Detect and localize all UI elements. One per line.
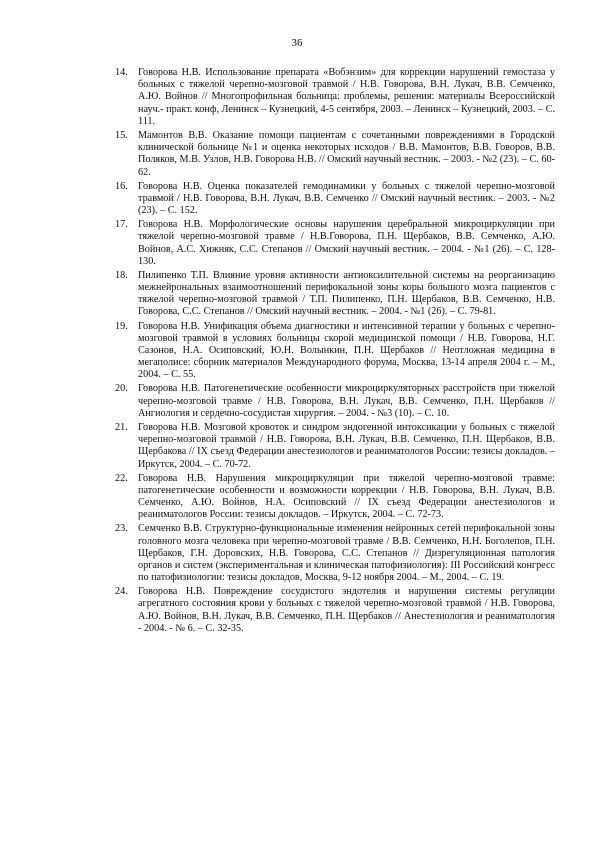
reference-text: Говорова Н.В. Унификация объема диагностики и интенсивной терапии у больных с черепно-мозговой травмой в условиях больницы скорой медицинской помощи / Н.В. Говорова, Н.Г. Сазонов, Н.А. Осиповский, Ю.Н. Волынкин, П.Н. Щербаков // Неотложная медицина в мегаполисе: сборник материалов Международного форума, Москва, 13-14 апреля 2004 г. – М., 2004. – С. 55. [138, 320, 555, 381]
reference-list [115, 67, 555, 637]
reference-item [115, 473, 555, 522]
reference-number: 16. [115, 180, 128, 192]
reference-item [115, 67, 555, 128]
page-number: 36 [291, 37, 303, 49]
reference-text: Говорова Н.В. Морфологические основы нарушения церебральной микроциркуляции при тяжелой черепно-мозговой травме / Н.В.Говорова, П.Н. Щербаков, В.В. Семченко, А.Ю. Войнов, А.С. Хижняк, С.С. Степанов // Омский научный вестник. – 2004. - №1 (26). – С. 128-130. [138, 219, 555, 267]
reference-text: Говорова Н.В. Оценка показателей гемодинамики у больных с тяжелой черепно-мозговой травмой / Н.В. Говорова, В.Н. Лукач, В.В. Семченко // Омский научный вестник. – 2003. - №2 (23). – С. 152. [138, 180, 555, 217]
reference-text: Говорова Н.В. Повреждение сосудистого эндотелия и нарушения системы регуляции агрегатного состояния крови у больных с тяжелой черепно-мозговой травмой / Н.В. Говорова, А.Ю. Войнов, В.Н. Лукач, В.В. Семченко, П.Н. Щербаков // Анестезиология и реаниматология - 2004. - № 6. – С. 32-35. [138, 586, 555, 634]
reference-text: Говорова Н.В. Мозговой кровоток и синдром эндогенной интоксикации у больных с тяжелой черепно-мозговой травмой / Н.В. Говорова, В.Н. Лукач, В.В. Семченко, П.Н. Щербаков, В.В. Щербакова // IX съезд Федерации анестезиологов и реаниматологов России: тезисы докладов. – Иркутск, 2004. – С. 70-72. [138, 421, 555, 470]
reference-number: 23. [115, 523, 128, 535]
reference-text: Говорова Н.В. Нарушения микроциркуляции при тяжелой черепно-мозговой травме: патогенетические особенности и возможности коррекции / Н.В. Говорова, В.Н. Лукач, В.В. Семченко, А.Ю. Войнов, Н.А. Осиповский // IX съезд Федерации анестезиологов и реаниматологов России: тезисы докладов. – Иркутск, 2004. – С. 72-73. [138, 472, 555, 521]
reference-number: 24. [115, 586, 128, 598]
reference-text: Говорова Н.В. Использование препарата «Вобэнзим» для коррекции нарушений гемостаза у больных с тяжелой черепно-мозговой травмой / Н.В. Говорова, В.Н. Лукач, В.В. Семченко, А.Ю. Войнов // Многопрофильная больница: проблемы, решения: материалы Всероссийской науч.- практ. конф, Ленинск – Кузнецкий, 4-5 сентября, 2003. – Ленинск – Кузнецкий, 2003. – С. 111. [138, 67, 555, 127]
reference-item [115, 586, 555, 635]
reference-number: 18. [115, 269, 128, 281]
reference-item [115, 130, 555, 179]
reference-number: 22. [115, 472, 128, 484]
reference-text: Семченко В.В. Структурно-функциональные изменения нейронных сетей перифокальной зоны головного мозга человека при черепно-мозговой травме / В.В. Семченко, Н.Н. Боголепов, П.Н. Щербаков, Г.Н. Доровских, Н.В. Говорова, С.С. Степанов // Дизрегуляционная патология органов и систем (экспериментальная и клиническая патофизиология): III Российский конгресс по патофизиологии: тезисы докладов, Москва, 9-12 ноября 2004. – М., 2004. – С. 19. [138, 523, 555, 584]
reference-item [115, 523, 555, 584]
reference-item [115, 321, 555, 382]
reference-item [115, 422, 555, 471]
reference-item [115, 383, 555, 420]
reference-number: 20. [115, 383, 128, 395]
reference-text: Пилипенко Т.П. Влияние уровня активности антиоксилительной системы на реорганизацию межнейрональных взаимоотношений перифокальной зоны коры большого мозга пациентов с тяжелой черепно-мозговой травмой / Т.П. Пилипенко, П.Н. Щербаков, В.В. Семченко, Н.В. Говорова, С.С. Степанов // Омский научный вестник. – 2004. - №1 (26). – С. 79-81. [138, 269, 555, 318]
reference-item [115, 219, 555, 268]
reference-text: Мамонтов В.В. Оказание помощи пациентам с сочетанными повреждениями в Городской клинической больнице №1 и оценка некоторых исходов / В.В. Мамонтов, В.В. Говоров, В.В. Поляков, М.В. Узлов, Н.В. Говорова Н.В. // Омский научный вестник. – 2003. - №2 (23). – С. 60-62. [138, 129, 555, 178]
reference-number: 19. [115, 320, 128, 332]
reference-number: 15. [115, 129, 128, 141]
reference-item [115, 181, 555, 218]
reference-number: 14. [115, 67, 128, 78]
reference-item [115, 270, 555, 319]
reference-text: Говорова Н.В. Патогенетические особенности микроциркуляторных расстройств при тяжелой черепно-мозговой травме / Н.В. Говорова, В.Н. Лукач, В.В. Семченко, П.Н. Щербаков // Ангиология и сердечно-сосудистая хирургия. – 2004. - №3 (10). – С. 10. [138, 383, 555, 419]
reference-number: 17. [115, 219, 128, 231]
reference-number: 21. [115, 421, 128, 433]
